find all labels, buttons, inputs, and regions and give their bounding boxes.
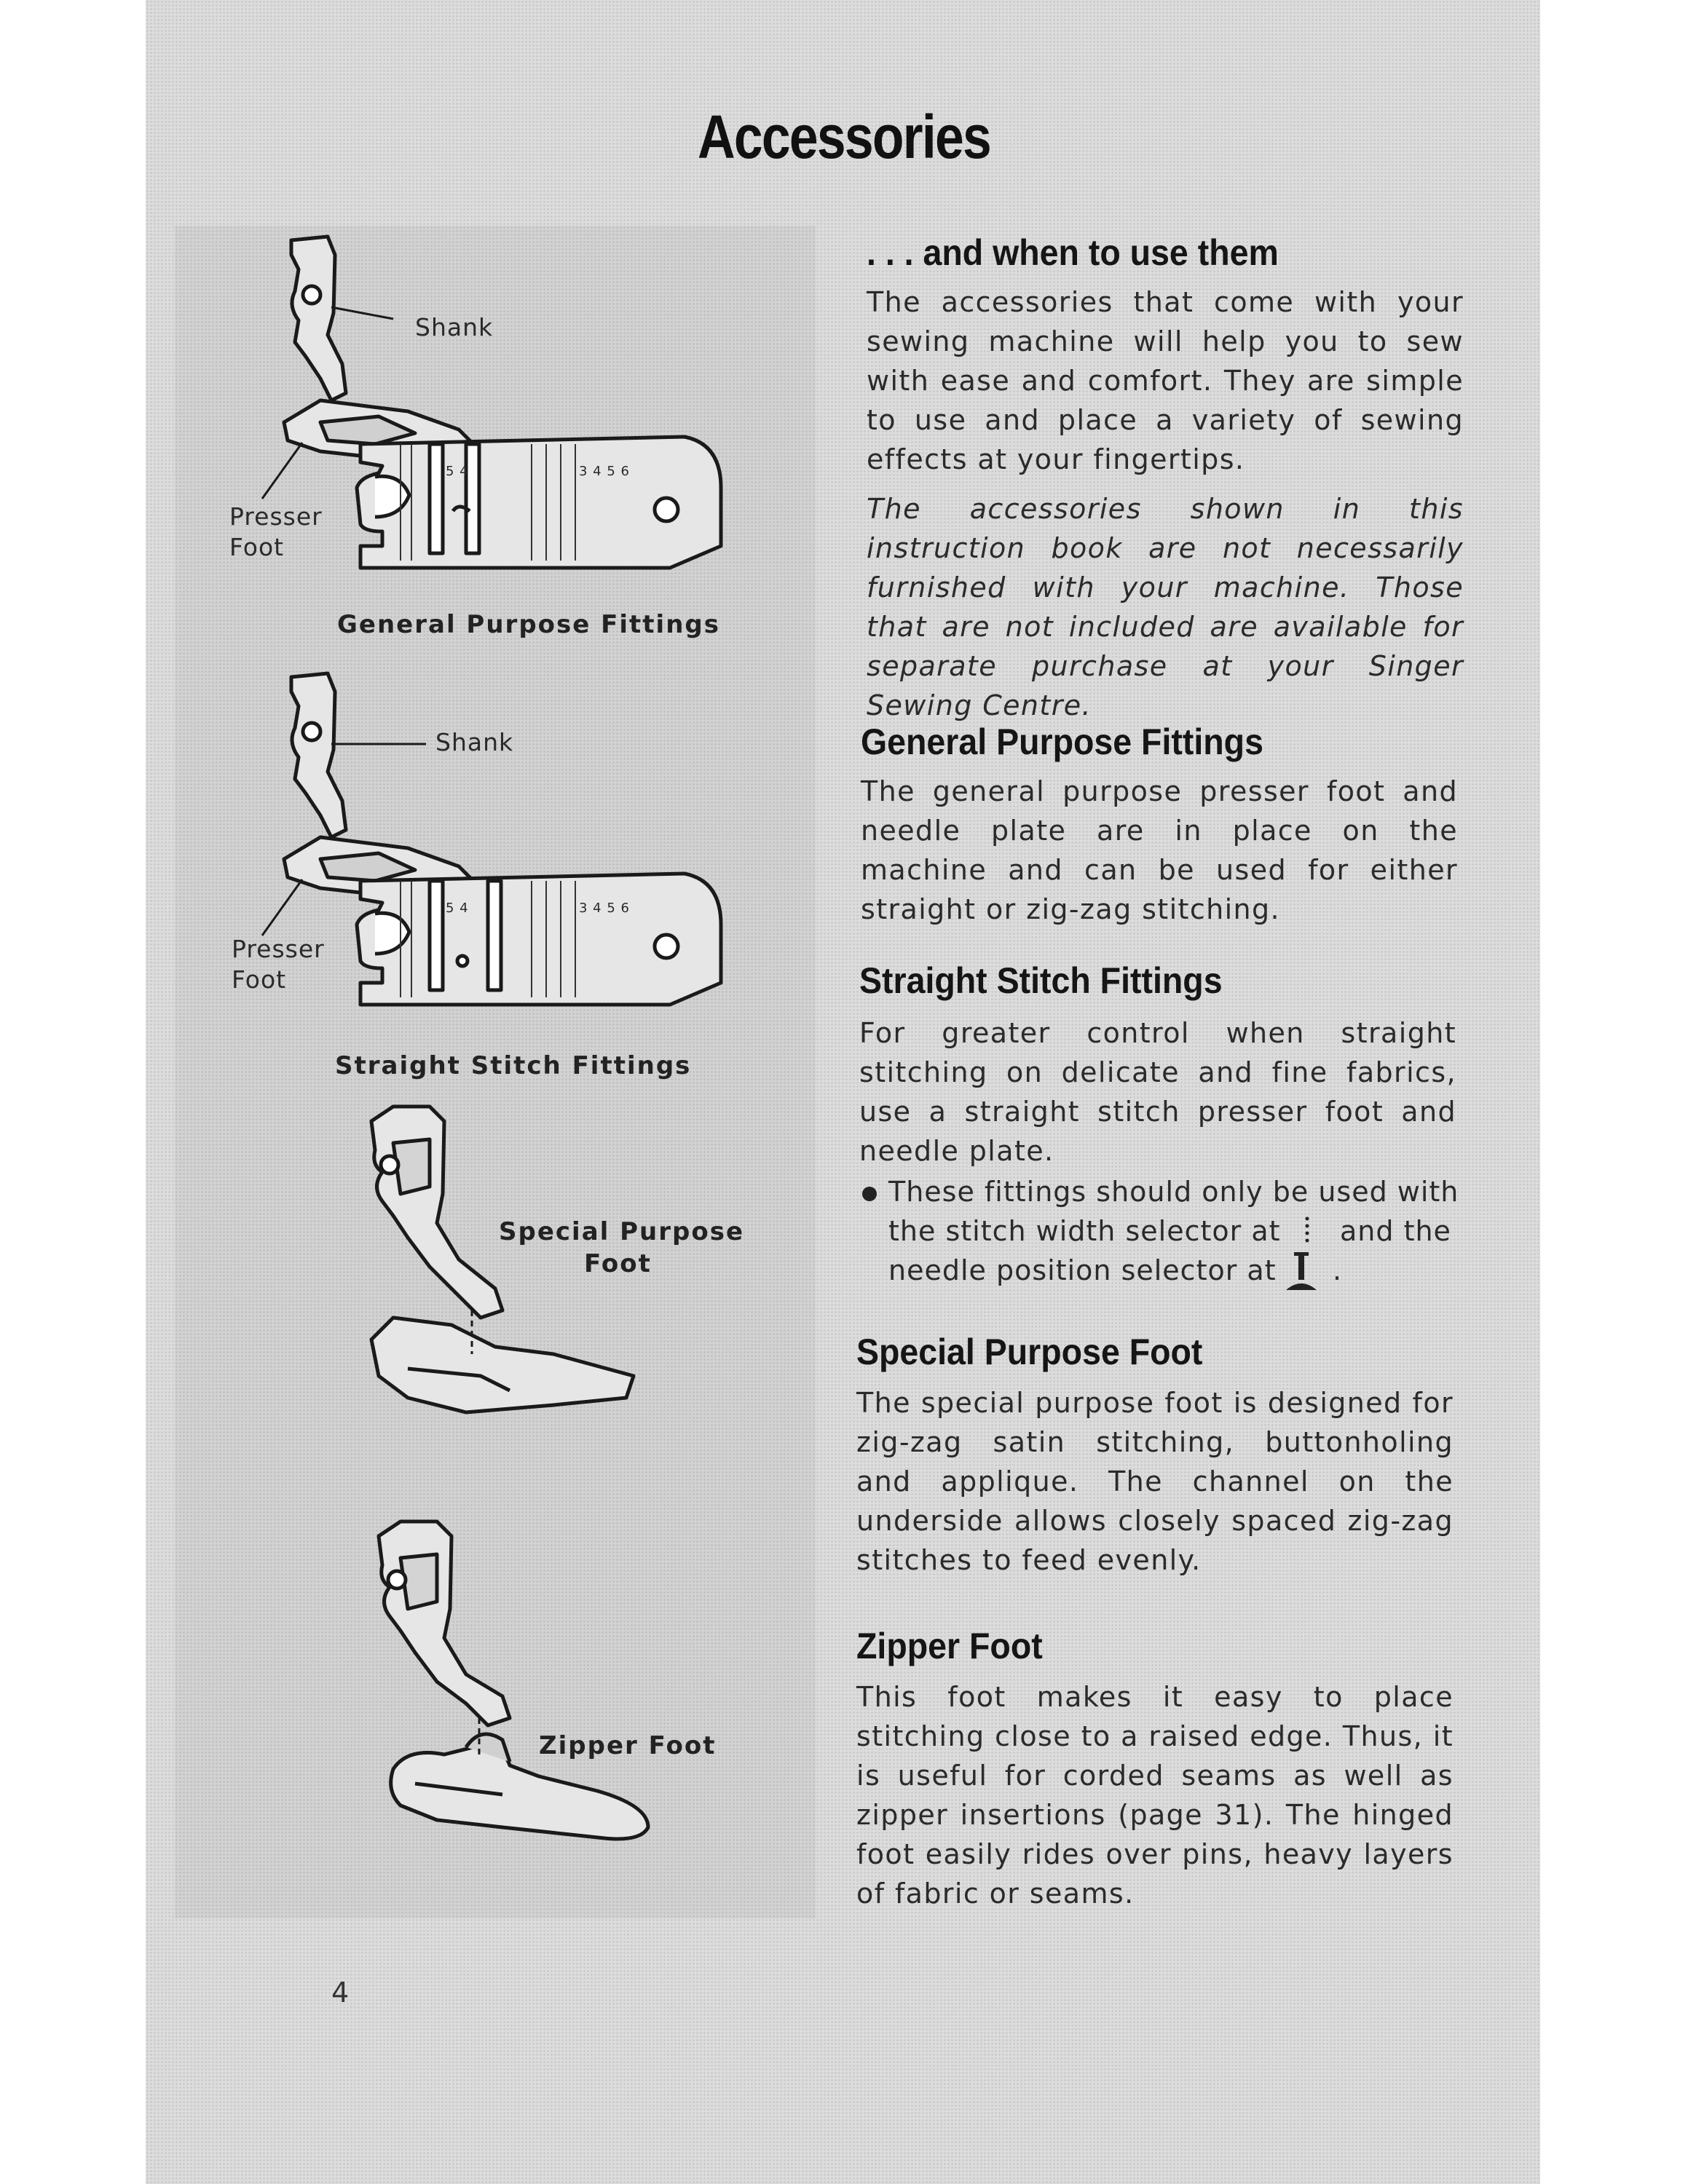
bullet-line-3: needle position selector at bbox=[888, 1254, 1277, 1286]
bullet-line-1: These fittings should only be used with bbox=[888, 1176, 1459, 1208]
general-body: The general purpose presser foot and needle plate are in place on the machine and can be used for either straight or zig-zag stitching. bbox=[861, 775, 1458, 925]
straight-scale-right: 3 4 5 6 bbox=[579, 901, 630, 916]
special-heading: Special Purpose Foot bbox=[856, 1332, 1203, 1372]
general-caption: General Purpose Fittings bbox=[337, 610, 720, 639]
straight-shank-label: Shank bbox=[435, 728, 514, 756]
straight-presser-label: Presser bbox=[232, 935, 325, 963]
zipper-caption: Zipper Foot bbox=[539, 1731, 717, 1760]
intro-heading: . . . and when to use them bbox=[867, 232, 1279, 273]
bullet-line-2: the stitch width selector at bbox=[888, 1215, 1281, 1247]
general-scale-right: 3 4 5 6 bbox=[579, 464, 630, 479]
straight-caption: Straight Stitch Fittings bbox=[335, 1051, 692, 1080]
bullet-line-3-end: . bbox=[1333, 1254, 1343, 1286]
general-foot-label: Foot bbox=[229, 533, 285, 561]
general-purpose-fittings-illustration bbox=[218, 226, 728, 604]
straight-body: For greater control when straight stitching on delicate and fine fabrics, use a straight stitch presser foot and needle plate. bbox=[859, 1017, 1456, 1167]
general-shank-label: Shank bbox=[415, 313, 494, 341]
needle-position-center-icon bbox=[1283, 1251, 1320, 1293]
stitch-width-zero-icon bbox=[1302, 1216, 1312, 1248]
zipper-heading: Zipper Foot bbox=[856, 1626, 1043, 1666]
special-body: The special purpose foot is designed for zig-zag satin stitching, buttonholing and applique. The channel on the underside allows closely spaced zig-zag stitches to feed evenly. bbox=[856, 1387, 1454, 1576]
straight-scale-left: 5 4 bbox=[446, 901, 469, 916]
special-caption-line-1: Special Purpose bbox=[499, 1217, 745, 1246]
special-purpose-foot-illustration bbox=[350, 1092, 655, 1471]
straight-foot-label: Foot bbox=[232, 965, 287, 994]
straight-bullet bbox=[859, 1172, 1471, 1296]
general-heading: General Purpose Fittings bbox=[861, 721, 1263, 762]
zipper-body: This foot makes it easy to place stitching close to a raised edge. Thus, it is useful for corded seams as well as zipper insertions (page 31). The hinged foot easily rides over pins, heavy layers of fabric or seams. bbox=[856, 1681, 1454, 1910]
general-scale-left: 5 4 bbox=[446, 464, 469, 479]
page-number: 4 bbox=[331, 1977, 350, 2009]
zipper-foot-illustration bbox=[357, 1507, 663, 1886]
bullet-line-2-end: and the bbox=[1340, 1215, 1451, 1247]
intro-note: The accessories shown in this instruction book are not necessarily furnished with your machine. Those that are not included are available for separate purchase at your Singer Sewing Centre. bbox=[867, 493, 1464, 721]
page-title: Accessories bbox=[697, 103, 991, 171]
intro-body: The accessories that come with your sewing machine will help you to sew with ease and comfort. They are simple to use and place a variety of sewing effects at your fingertips. bbox=[867, 286, 1464, 475]
general-presser-label: Presser bbox=[229, 502, 323, 531]
straight-heading: Straight Stitch Fittings bbox=[859, 960, 1223, 1001]
straight-stitch-fittings-illustration bbox=[218, 662, 728, 1041]
bullet-dot bbox=[862, 1187, 877, 1201]
special-caption-line-2: Foot bbox=[584, 1249, 652, 1278]
